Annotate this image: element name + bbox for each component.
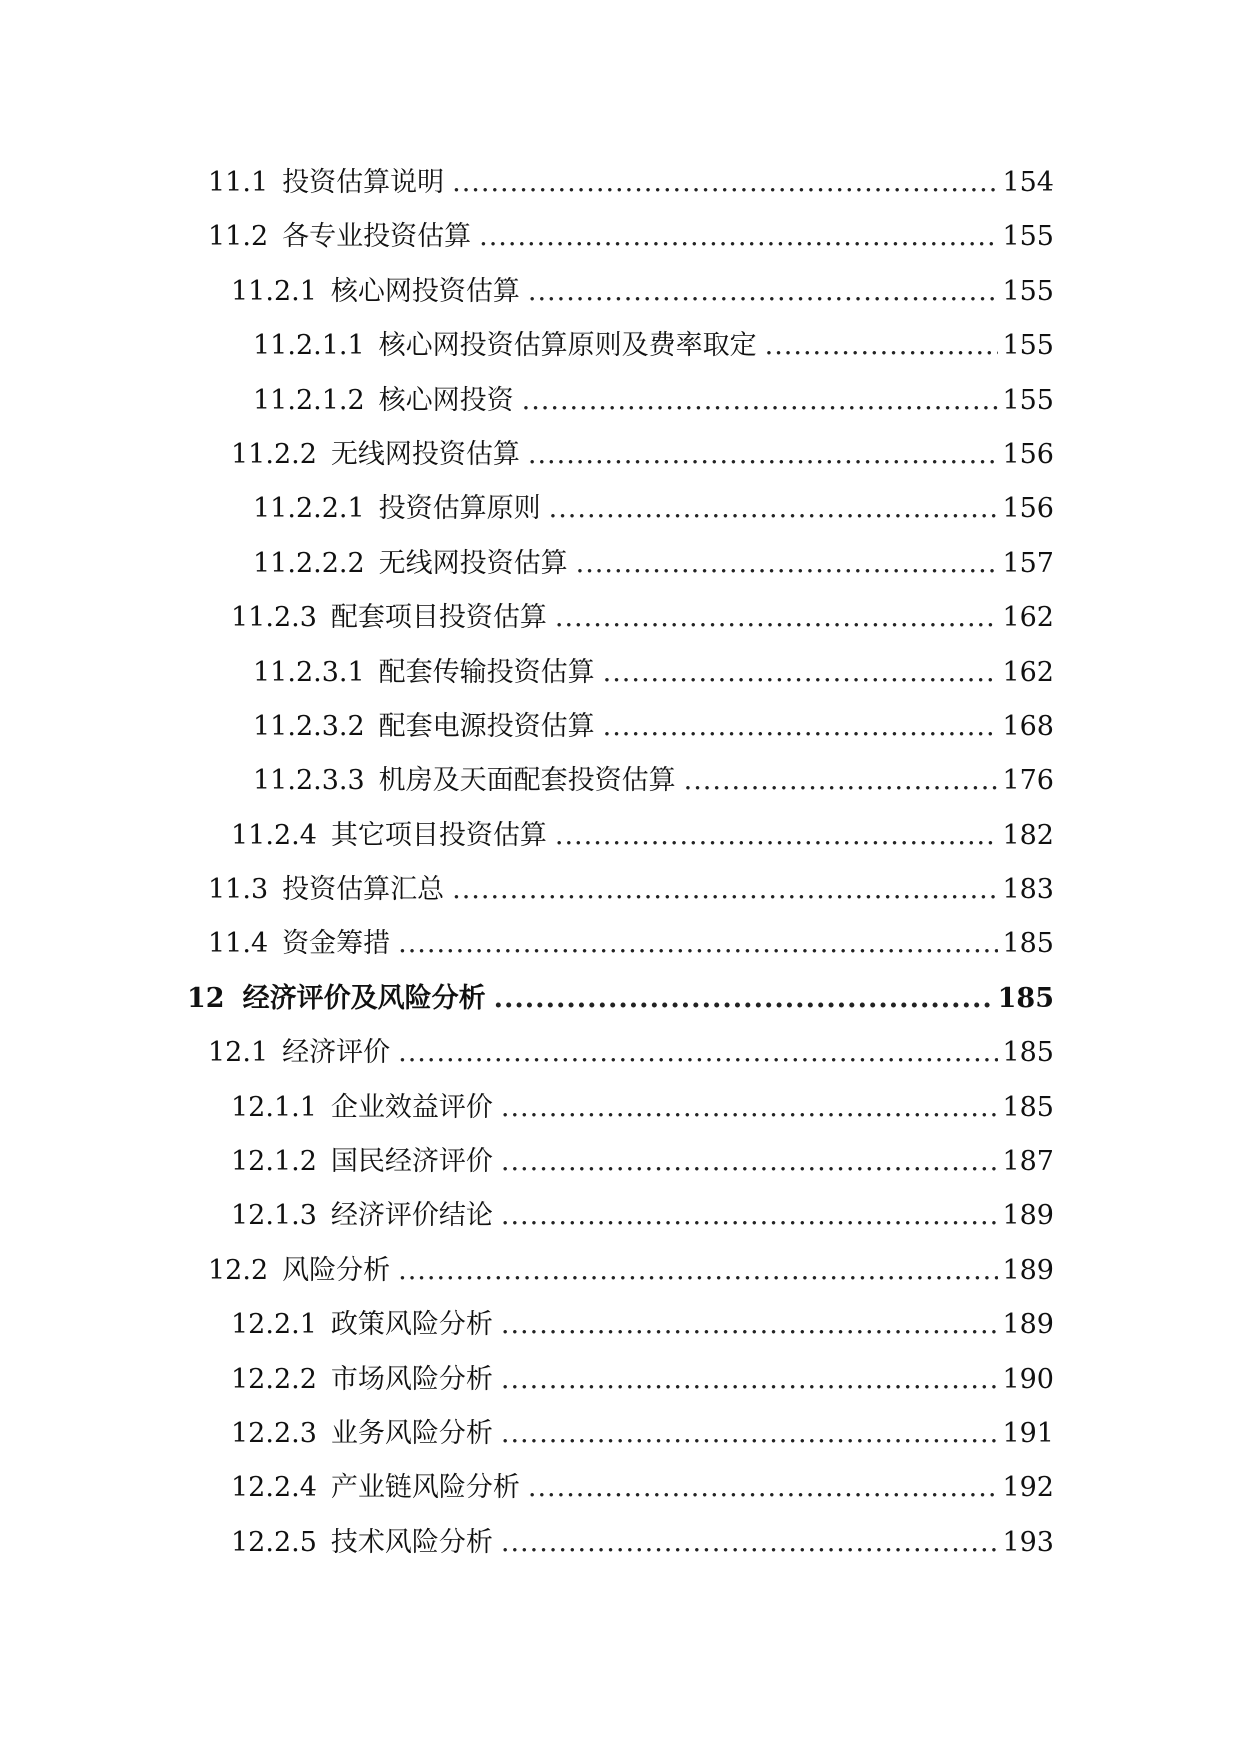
toc-dot-leader bbox=[501, 1516, 999, 1570]
toc-dot-leader bbox=[479, 210, 998, 264]
toc-entry[interactable] bbox=[0, 537, 1241, 591]
toc-entry-line bbox=[208, 917, 1054, 971]
toc-dot-leader bbox=[452, 863, 998, 917]
toc-dot-leader bbox=[528, 428, 999, 482]
toc-entry-number: 11.4 bbox=[208, 928, 269, 960]
toc-entry[interactable] bbox=[0, 809, 1241, 863]
toc-entry-number: 12.1.2 bbox=[231, 1146, 317, 1178]
toc-dot-leader bbox=[398, 1026, 998, 1080]
toc-entry-number: 12.2.3 bbox=[231, 1417, 317, 1449]
toc-entry-title: 技术风险分析 bbox=[330, 1526, 493, 1558]
toc-entry-number: 11.2.3.2 bbox=[253, 710, 365, 742]
toc-entry-number: 11.2.3.3 bbox=[253, 765, 365, 797]
toc-entry[interactable] bbox=[0, 700, 1241, 754]
toc-entry-line bbox=[253, 700, 1054, 754]
toc-dot-leader bbox=[501, 1189, 999, 1243]
toc-entry-title: 配套项目投资估算 bbox=[330, 602, 547, 634]
toc-dot-leader bbox=[549, 482, 999, 536]
toc-entry-line bbox=[187, 972, 1054, 1026]
toc-entry-title: 政策风险分析 bbox=[330, 1309, 493, 1341]
toc-entry-line bbox=[231, 1135, 1054, 1189]
toc-entry[interactable] bbox=[0, 754, 1241, 808]
toc-entry-page-number: 154 bbox=[1002, 167, 1054, 198]
toc-entry-number: 11.2.2 bbox=[231, 438, 317, 470]
toc-entry-line bbox=[231, 1081, 1054, 1135]
toc-entry-number: 11.2.1.1 bbox=[253, 330, 365, 362]
toc-entry-number: 12.1 bbox=[208, 1037, 269, 1069]
toc-entry-title: 资金筹措 bbox=[282, 928, 391, 960]
toc-entry-title: 市场风险分析 bbox=[330, 1363, 493, 1395]
toc-entry[interactable] bbox=[0, 1135, 1241, 1189]
toc-entry-number: 12.1.3 bbox=[231, 1200, 317, 1232]
toc-entry[interactable] bbox=[0, 917, 1241, 971]
toc-entry[interactable] bbox=[0, 482, 1241, 536]
toc-entry[interactable] bbox=[0, 1189, 1241, 1243]
toc-entry-line bbox=[208, 210, 1054, 264]
toc-entry-title: 产业链风险分析 bbox=[330, 1472, 520, 1504]
toc-entry-title: 核心网投资 bbox=[378, 384, 514, 416]
toc-entry-page-number: 155 bbox=[1002, 330, 1054, 362]
toc-entry-title: 无线网投资估算 bbox=[330, 438, 520, 470]
toc-entry[interactable] bbox=[0, 1461, 1241, 1515]
table-of-contents bbox=[0, 156, 1241, 1570]
toc-entry[interactable] bbox=[0, 210, 1241, 264]
toc-entry-line bbox=[208, 156, 1054, 210]
toc-dot-leader bbox=[501, 1135, 999, 1189]
toc-dot-leader bbox=[398, 917, 998, 971]
toc-dot-leader bbox=[501, 1407, 999, 1461]
toc-entry[interactable] bbox=[0, 1081, 1241, 1135]
toc-dot-leader bbox=[501, 1298, 999, 1352]
toc-entry-page-number: 155 bbox=[1002, 275, 1054, 307]
toc-entry[interactable] bbox=[0, 428, 1241, 482]
toc-entry-line bbox=[231, 265, 1054, 319]
toc-entry-page-number: 157 bbox=[1002, 547, 1054, 579]
toc-entry-line bbox=[231, 1407, 1054, 1461]
toc-entry[interactable] bbox=[0, 972, 1241, 1026]
toc-entry-line bbox=[231, 1516, 1054, 1570]
toc-entry[interactable] bbox=[0, 591, 1241, 645]
toc-entry-title: 企业效益评价 bbox=[330, 1091, 493, 1123]
toc-entry[interactable] bbox=[0, 1244, 1241, 1298]
toc-entry-page-number: 189 bbox=[1002, 1200, 1054, 1232]
toc-dot-leader bbox=[603, 700, 999, 754]
toc-entry-line bbox=[231, 1298, 1054, 1352]
toc-entry-title: 各专业投资估算 bbox=[282, 221, 472, 253]
toc-entry-page-number: 191 bbox=[1002, 1417, 1054, 1449]
toc-dot-leader bbox=[522, 374, 999, 428]
toc-entry[interactable] bbox=[0, 1298, 1241, 1352]
toc-entry-title: 投资估算汇总 bbox=[282, 874, 445, 906]
toc-dot-leader bbox=[494, 972, 994, 1026]
toc-entry-number: 11.2.3.1 bbox=[253, 656, 365, 688]
toc-entry-title: 投资估算说明 bbox=[282, 167, 445, 198]
toc-dot-leader bbox=[576, 537, 999, 591]
toc-entry-page-number: 185 bbox=[1002, 928, 1054, 960]
toc-entry-number: 11.2.1 bbox=[231, 275, 317, 307]
toc-entry-line bbox=[208, 1244, 1054, 1298]
toc-entry-title: 风险分析 bbox=[282, 1254, 391, 1286]
toc-entry[interactable] bbox=[0, 646, 1241, 700]
toc-entry-page-number: 193 bbox=[1002, 1526, 1054, 1558]
toc-entry-title: 其它项目投资估算 bbox=[330, 819, 547, 851]
toc-entry[interactable] bbox=[0, 319, 1241, 373]
toc-entry-page-number: 176 bbox=[1002, 765, 1054, 797]
toc-dot-leader bbox=[555, 591, 999, 645]
toc-entry-number: 11.2.3 bbox=[231, 602, 317, 634]
toc-entry-line bbox=[253, 374, 1054, 428]
toc-entry-page-number: 182 bbox=[1002, 819, 1054, 851]
toc-entry-page-number: 155 bbox=[1002, 221, 1054, 253]
toc-entry-line bbox=[208, 1026, 1054, 1080]
toc-entry-number: 12.2.2 bbox=[231, 1363, 317, 1395]
toc-entry-title: 配套电源投资估算 bbox=[378, 710, 595, 742]
toc-entry-page-number: 189 bbox=[1002, 1309, 1054, 1341]
toc-entry-line bbox=[231, 1353, 1054, 1407]
toc-entry-page-number: 156 bbox=[1002, 493, 1054, 525]
toc-entry-number: 12.1.1 bbox=[231, 1091, 317, 1123]
toc-entry[interactable] bbox=[0, 863, 1241, 917]
toc-entry-title: 配套传输投资估算 bbox=[378, 656, 595, 688]
toc-entry-page-number: 162 bbox=[1002, 602, 1054, 634]
toc-entry-line bbox=[231, 591, 1054, 645]
toc-entry-page-number: 156 bbox=[1002, 438, 1054, 470]
toc-entry-title: 国民经济评价 bbox=[330, 1146, 493, 1178]
toc-entry-number: 12 bbox=[187, 982, 225, 1014]
toc-entry-title: 经济评价结论 bbox=[330, 1200, 493, 1232]
toc-entry-line bbox=[231, 1461, 1054, 1515]
toc-entry-line bbox=[253, 646, 1054, 700]
toc-entry[interactable] bbox=[0, 1516, 1241, 1570]
toc-entry-page-number: 168 bbox=[1002, 710, 1054, 742]
toc-entry-number: 11.2.1.2 bbox=[253, 384, 365, 416]
toc-entry-title: 经济评价 bbox=[282, 1037, 391, 1069]
toc-dot-leader bbox=[398, 1244, 998, 1298]
toc-dot-leader bbox=[501, 1081, 999, 1135]
toc-entry-page-number: 189 bbox=[1002, 1254, 1054, 1286]
toc-entry[interactable] bbox=[0, 374, 1241, 428]
toc-entry-page-number: 185 bbox=[1002, 1091, 1054, 1123]
toc-entry-line bbox=[231, 428, 1054, 482]
toc-entry[interactable] bbox=[0, 1353, 1241, 1407]
toc-entry-number: 11.1 bbox=[208, 167, 269, 198]
toc-entry-number: 11.2.4 bbox=[231, 819, 317, 851]
toc-entry[interactable] bbox=[0, 265, 1241, 319]
toc-entry-line bbox=[208, 863, 1054, 917]
toc-entry-number: 11.2.2.2 bbox=[253, 547, 365, 579]
toc-entry-title: 机房及天面配套投资估算 bbox=[378, 765, 676, 797]
toc-entry-line bbox=[231, 809, 1054, 863]
toc-entry-title: 投资估算原则 bbox=[378, 493, 541, 525]
toc-entry-page-number: 185 bbox=[997, 982, 1054, 1014]
toc-dot-leader bbox=[555, 809, 999, 863]
toc-entry-title: 经济评价及风险分析 bbox=[242, 982, 486, 1014]
toc-entry-number: 12.2.5 bbox=[231, 1526, 317, 1558]
toc-dot-leader bbox=[684, 754, 999, 808]
toc-entry-title: 业务风险分析 bbox=[330, 1417, 493, 1449]
toc-entry[interactable] bbox=[0, 1026, 1241, 1080]
toc-entry-page-number: 183 bbox=[1002, 874, 1054, 906]
toc-dot-leader bbox=[528, 1461, 999, 1515]
toc-entry-line bbox=[253, 537, 1054, 591]
toc-entry-number: 11.2.2.1 bbox=[253, 493, 365, 525]
toc-entry-number: 11.3 bbox=[208, 874, 269, 906]
toc-dot-leader bbox=[452, 156, 998, 210]
toc-entry-title: 无线网投资估算 bbox=[378, 547, 568, 579]
toc-entry-page-number: 187 bbox=[1002, 1146, 1054, 1178]
toc-entry-title: 核心网投资估算 bbox=[330, 275, 520, 307]
toc-entry[interactable] bbox=[0, 156, 1241, 210]
toc-entry-page-number: 155 bbox=[1002, 384, 1054, 416]
toc-dot-leader bbox=[528, 265, 999, 319]
toc-entry-line bbox=[253, 754, 1054, 808]
toc-entry-line bbox=[253, 482, 1054, 536]
toc-entry-page-number: 185 bbox=[1002, 1037, 1054, 1069]
toc-entry-page-number: 190 bbox=[1002, 1363, 1054, 1395]
toc-dot-leader bbox=[501, 1353, 999, 1407]
toc-entry-title: 核心网投资估算原则及费率取定 bbox=[378, 330, 757, 362]
toc-dot-leader bbox=[765, 319, 999, 373]
toc-entry-number: 11.2 bbox=[208, 221, 269, 253]
toc-entry-page-number: 162 bbox=[1002, 656, 1054, 688]
toc-dot-leader bbox=[603, 646, 999, 700]
toc-entry[interactable] bbox=[0, 1407, 1241, 1461]
toc-entry-number: 12.2.4 bbox=[231, 1472, 317, 1504]
toc-entry-page-number: 192 bbox=[1002, 1472, 1054, 1504]
toc-entry-line bbox=[253, 319, 1054, 373]
toc-entry-line bbox=[231, 1189, 1054, 1243]
toc-entry-number: 12.2.1 bbox=[231, 1309, 317, 1341]
toc-entry-number: 12.2 bbox=[208, 1254, 269, 1286]
